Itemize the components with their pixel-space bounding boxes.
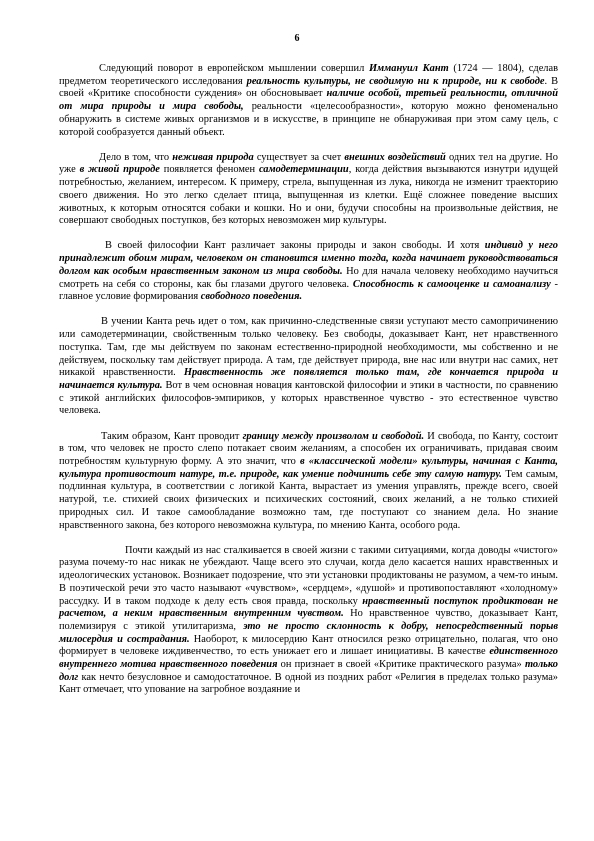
emphasized-text: Иммануил Кант xyxy=(368,63,449,74)
paragraph-moral-feeling xyxy=(59,545,558,697)
body-text: (1724 — 1804), сделав предметом теоретического исследования xyxy=(59,63,559,87)
emphasized-text: Нравственность же появляется только там, где кончается природа и начинается культура. xyxy=(59,367,558,391)
emphasized-text: самодетерминации xyxy=(258,164,349,176)
body-text: Почти каждый из нас сталкивается в своей жизни с такими ситуациями, когда доводы «чистого» разума почему-то нас никак не убеждают. Чаще всего это случаи, когда дело касается наших нравственных и идеологических установок. Возникает подозрение, что эти установки продиктованы не разумом, а чем-то иным. В поэтической речи это часто называют «чувством», «сердцем», «душой» и противопоставляют «холодному» рассудку. И в таком подходе к делу есть своя правда, поскольку xyxy=(59,544,558,607)
paragraph-laws-of-freedom xyxy=(59,240,558,304)
body-text: Наоборот, к милосердию Кант относился резко отрицательно, полагая, что оно формирует в человеке иждивенчество, то есть унижает его и лишает инициативы. В качестве xyxy=(59,633,558,658)
body-text: . В своей «Критике способности суждения» он обосновывает xyxy=(59,75,558,100)
paragraph-boundary-freedom xyxy=(59,431,558,533)
body-text: реальности «целесообразности», которую можно феноменально обнаружить в системе живых организмов и в искусстве, в принципе не обнаруживая при этом саму цель, с которой сообразуется данный объект. xyxy=(59,101,558,138)
body-text: Но нравственное чувство, доказывает Кант, полемизируя с этикой утилитаризма, xyxy=(59,608,558,632)
emphasized-text: в «классической модели» культуры, начиная с Канта, культура противостоит натуре, т.е. природе, как умение подчинить себе эту самую натуру. xyxy=(59,455,558,480)
emphasized-text: неживая природа xyxy=(172,151,254,163)
body-text: Следующий поворот в европейском мышлении совершил xyxy=(99,63,369,74)
emphasized-text: Способность к самооценке и самоанализу xyxy=(352,278,551,290)
page-number: 6 xyxy=(294,33,300,44)
emphasized-text: индивид у него принадлежит обоим мирам, человеком он становится именно тогда, когда начинает руководствоваться долгом как особым нравственным законом из мира свободы. xyxy=(59,240,558,277)
body-text: Вот в чем основная новация кантовской философии и этики в частности, по сравнению с этикой английских философов-эмпириков, у которых нравственное чувство - это естественное чувство человека. xyxy=(59,379,558,417)
emphasized-text: границу между произволом и свободой. xyxy=(242,430,425,442)
body-text: как нечто безусловное и самодостаточное. В одной из поздних работ «Религия в пределах только разума» Кант отмечает, что упование на загробное воздаяние и xyxy=(59,671,558,696)
body-text: появляется феномен xyxy=(159,164,259,176)
body-text: Дело в том, что xyxy=(99,151,173,163)
body-text: И свобода, по Канту, состоит в том, что человек не просто слепо потакает своим желаниям, а способен их ограничивать, придавая своим потребностям культурную форму. А это значит, что xyxy=(59,430,558,467)
body-text: В своей философии Кант различает законы природы и закон свободы. И хотя xyxy=(105,240,485,252)
emphasized-text: только долг xyxy=(59,659,558,683)
emphasized-text: это не просто склонность к добру, непосредственный порыв милосердия и сострадания. xyxy=(59,620,558,645)
emphasized-text: реальность культуры, не сводимую ни к природе, ни к свободе xyxy=(246,75,545,87)
body-text: существует за счет xyxy=(253,151,345,163)
body-text: - главное условие формирования xyxy=(59,278,558,303)
paragraph-living-nature xyxy=(59,152,558,228)
emphasized-text: в живой природе xyxy=(79,164,160,176)
emphasized-text: свободного поведения. xyxy=(200,291,303,303)
body-text: Но для начала человеку необходимо научиться смотреть на себя со стороны, как бы глазами другого человека. xyxy=(59,265,558,290)
body-text: он признает в своей «Критике практического разума» xyxy=(277,659,525,671)
paragraph-self-determination xyxy=(59,316,558,418)
emphasized-text: нравственный поступок продиктован не расчетом, а неким нравственным внутренним чувством. xyxy=(59,595,558,620)
document-body xyxy=(59,63,558,710)
body-text: Тем самым, подлинная культура, в соответствии с логикой Канта, вырастает из умения управлять, прежде всего, своей натурой, т.е. стихией своих физических и психических состояний, своих желаний, а не только стихией природных сил. И такое самообладание возможно там, где поступают со знанием дела. Но знание нравственного закона, без которого невозможна культура, по мнению Канта, особого рода. xyxy=(59,468,558,531)
emphasized-text: единственного внутреннего мотива нравственного поведения xyxy=(59,646,558,671)
body-text: Таким образом, Кант проводит xyxy=(101,430,243,442)
emphasized-text: внешних воздействий xyxy=(344,151,446,163)
body-text: , когда действия вызываются изнутри идущей потребностью, желанием, интересом. К примеру, стрела, выпущенная из лука, никогда не изменит траекторию своего движения. Но это легко сделает птица, выпущенная из клетки. Ещё сложнее поведение высших животных, к которым относятся собаки и кошки. Но и они, будучи способны на произвольные действия, не совершают свободных поступков, без которых невозможен мир культуры. xyxy=(59,164,559,227)
body-text: одних тел на другие. Но уже xyxy=(59,151,558,176)
paragraph-kant-culture xyxy=(59,63,558,139)
body-text: В учении Канта речь идет о том, как причинно-следственные связи уступают место самопричинению или самодетерминации, свойственным только человеку. Без свободы, доказывает Кант, нет нравственного поступка. Там, где мы действуем по законам естественно-природной необходимости, мы собственно и не действуем, поскольку там действует природа. А там, где действует природа, вне нас или внутри нас самих, нет никакой нравственности. xyxy=(59,316,558,379)
emphasized-text: наличие особой, третьей реальности, отличной от мира природы и мира свободы, xyxy=(59,88,558,113)
